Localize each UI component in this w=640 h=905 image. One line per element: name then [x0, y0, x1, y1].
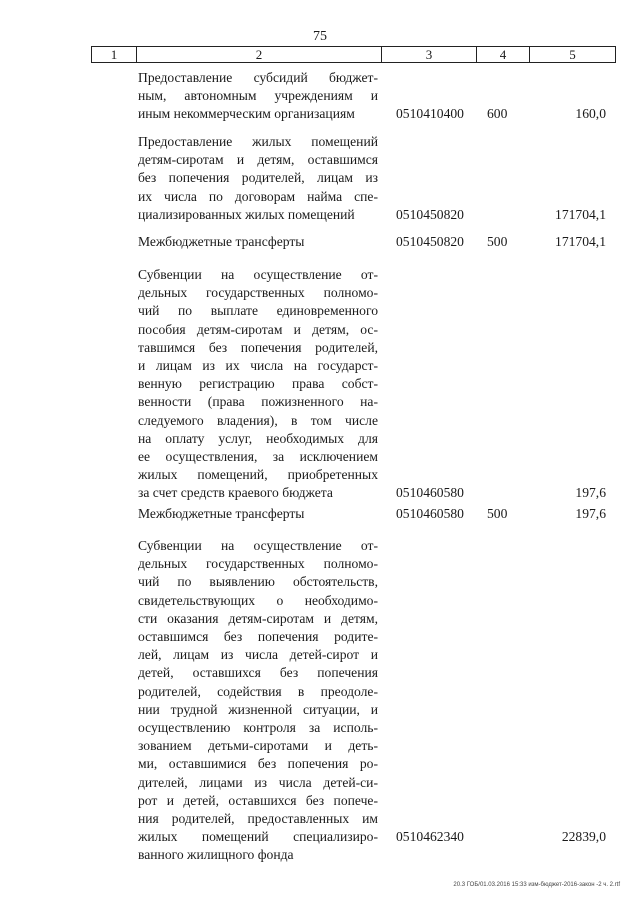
description-line: без попечения родителей, лицам из — [138, 170, 378, 186]
page-number: 75 — [313, 29, 327, 44]
description-line: ее осуществления, за исключением — [138, 449, 378, 465]
row-description — [138, 537, 378, 865]
row-code: 0510450820 — [396, 234, 464, 249]
description-line: Предоставление субсидий бюджет- — [138, 70, 378, 85]
description-line: иным некоммерческим организациям — [138, 106, 355, 122]
row-description — [138, 69, 378, 124]
description-line: жилых помещений специализиро- — [138, 829, 378, 845]
column-header-row — [92, 47, 616, 63]
description-line: дителей, лицами из числа детей-си- — [138, 774, 378, 790]
description-line: свидетельствующих о необходимо- — [138, 592, 378, 608]
description-line: нии трудной жизненной ситуации, и — [138, 701, 378, 717]
description-line: оставшимся без попечения родите- — [138, 629, 378, 645]
description-line: Субвенции на осуществление от- — [138, 267, 378, 282]
row-amount: 22839,0 — [561, 829, 606, 845]
row-amount: 197,6 — [575, 485, 606, 501]
description-line: сти оказания детям-сиротам и детям, — [138, 610, 378, 626]
description-line: рот и детей, оставшихся без попече- — [138, 792, 378, 808]
row-code: 0510410400 — [396, 106, 464, 122]
row-description — [138, 266, 378, 503]
description-line: родителей, содействия в преодоле- — [138, 683, 378, 699]
column-header-1: 1 — [92, 47, 137, 63]
description-line: зованием детьми-сиротами и деть- — [138, 738, 378, 754]
description-line: жилых помещений, приобретенных — [138, 467, 378, 483]
row-code: 0510460580 — [396, 506, 464, 521]
description-line: и лицам из их числа на государст- — [138, 358, 378, 374]
description-line: ным, автономным учреждениям и — [138, 88, 378, 104]
description-line: их числа по договорам найма спе- — [138, 188, 378, 204]
row-type: 500 — [487, 506, 508, 521]
row-code: 0510450820 — [396, 206, 464, 222]
column-header-4: 4 — [477, 47, 530, 63]
description-line: венную регистрацию права собст- — [138, 376, 378, 392]
description-line: Предоставление жилых помещений — [138, 134, 378, 149]
row-code: 0510462340 — [396, 829, 464, 845]
row-amount: 160,0 — [575, 106, 606, 122]
row-amount: 171704,1 — [555, 234, 606, 249]
column-header-3: 3 — [382, 47, 477, 63]
description-line: ванного жилищного фонда — [138, 847, 294, 863]
row-type: 500 — [487, 234, 508, 249]
description-line: ми, оставшимися без попечения ро- — [138, 756, 378, 772]
description-line: тавшимся без попечения родителей, — [138, 339, 378, 355]
description-line: венности (права пожизненного на- — [138, 394, 378, 410]
row-amount: 197,6 — [575, 506, 606, 521]
description-line: Межбюджетные трансферты — [138, 506, 305, 521]
description-line: ния родителей, предоставленных им — [138, 811, 378, 827]
description-line: чий по выплате единовременного — [138, 303, 378, 319]
description-line: пособия детям-сиротам и детям, ос- — [138, 321, 378, 337]
row-code: 0510460580 — [396, 485, 464, 501]
description-line: чий по выявлению обстоятельств, — [138, 574, 378, 590]
description-line: на оплату услуг, необходимых для — [138, 430, 378, 446]
description-line: дельных государственных полномо- — [138, 556, 378, 572]
row-description — [138, 233, 378, 251]
description-line: лей, лицам из числа детей-сирот и — [138, 647, 378, 663]
column-header-table — [91, 46, 616, 63]
description-line: Межбюджетные трансферты — [138, 234, 305, 249]
description-line: Субвенции на осуществление от- — [138, 538, 378, 553]
row-description — [138, 133, 378, 224]
footer-file-reference: 20.3 ГОБ/01.03.2016 15:33 изм-бюджет-2016-закон -2 ч. 2.rtf — [453, 882, 620, 888]
description-line: следуемого владения), в том числе — [138, 412, 378, 428]
row-description — [138, 505, 378, 523]
description-line: дельных государственных полномо- — [138, 285, 378, 301]
column-header-5: 5 — [530, 47, 616, 63]
description-line: осуществлению контроля за исполь- — [138, 720, 378, 736]
column-header-2: 2 — [137, 47, 382, 63]
description-line: за счет средств краевого бюджета — [138, 485, 333, 501]
row-amount: 171704,1 — [555, 206, 606, 222]
row-type: 600 — [487, 106, 508, 122]
description-line: детей, оставшихся без попечения — [138, 665, 378, 681]
description-line: циализированных жилых помещений — [138, 206, 355, 222]
description-line: детям-сиротам и детям, оставшимся — [138, 152, 378, 168]
